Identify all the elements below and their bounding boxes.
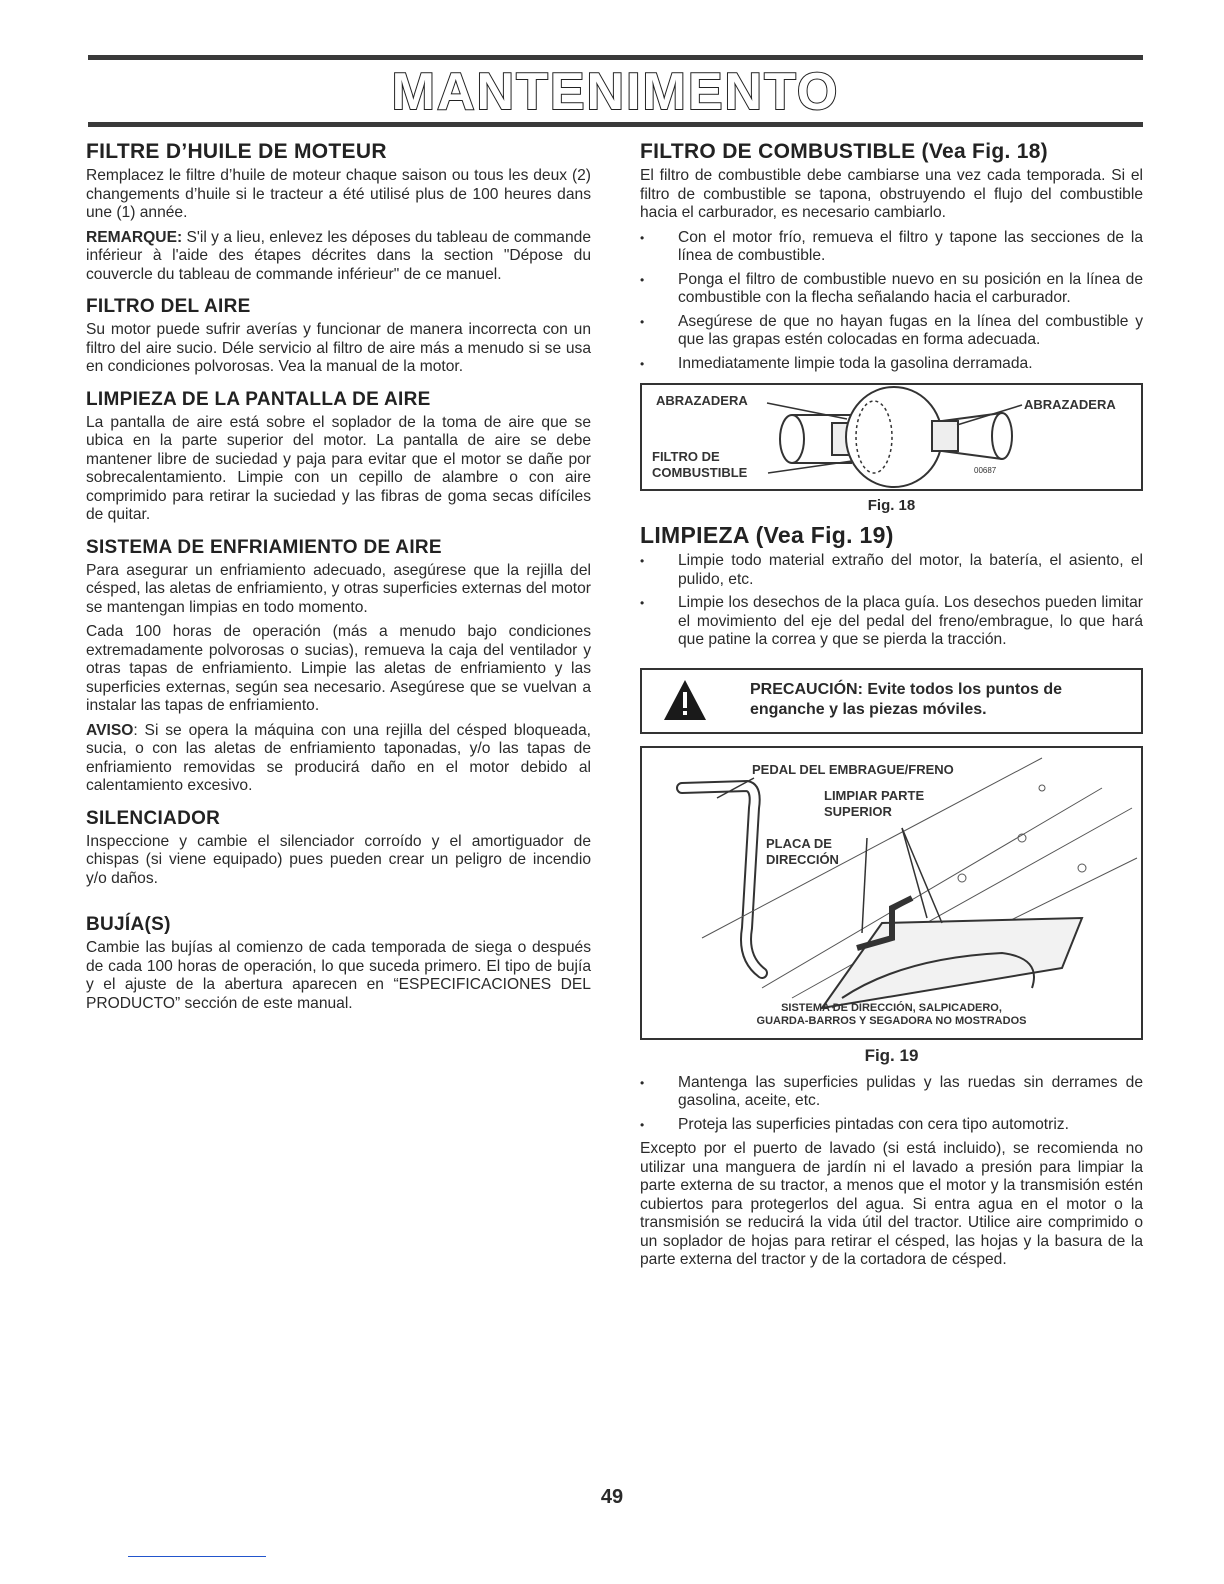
paragraph: Cada 100 horas de operación (más a menudo bajo condiciones extremadamente polvorosas o sucias), remueva la caja del ventilador y otras tapas de enfriamiento. Limpie las aletas de enfriamiento y las superficies externas, según sea necesario. Asegúrese que se vuelvan a instalar las tapas de enfriamiento. (86, 623, 591, 714)
section-heading-air-screen: LIMPIEZA DE LA PANTALLA DE AIRE (86, 388, 431, 410)
figure-19-caption: Fig. 19 (864, 1045, 919, 1065)
figure-18 (640, 383, 1143, 491)
right-column (640, 140, 1143, 1276)
paragraph: Remplacez le filtre d’huile de moteur chaque saison ou tous les deux (2) changements d’huile si le tracteur a été utilisé plus de 100 heures dans une (1) année. (86, 167, 591, 221)
label-plate-line1: PLACA DE (766, 835, 832, 851)
section-heading-cooling: SISTEMA DE ENFRIAMIENTO DE AIRE (86, 536, 442, 558)
list-item: • Proteja las superficies pintadas con cera tipo automotriz. (640, 1116, 1143, 1135)
label-filter-line1: FILTRO DE (652, 449, 720, 464)
left-column (86, 140, 591, 1019)
page-number: 49 (600, 1486, 624, 1508)
corner-mark (128, 1556, 266, 1557)
footer-line1: SISTEMA DE DIRECCIÓN, SALPICADERO, (781, 1001, 1002, 1014)
label-filter-line2: COMBUSTIBLE (652, 465, 748, 480)
list-item: • Asegúrese de que no hayan fugas en la línea del combustible y que las grapas estén colocadas en forma adecuada. (640, 313, 1143, 350)
section-heading-fuel-filter: FILTRO DE COMBUSTIBLE (Vea Fig. 18) (640, 140, 1048, 163)
caution-box (640, 668, 1143, 734)
paragraph: El filtro de combustible debe cambiarse una vez cada temporada. Si el filtro de combustible se tapona, obstruyendo el flujo del combustible hacia el carburador, es necesario cambiarlo. (640, 167, 1143, 221)
note-text: S'il y a lieu, enlevez les déposes du tableau de commande inférieur à l'aide des étapes décrites dans la section "Dépose du couvercle du tableau de commande inférieur" de ce manuel. (86, 228, 591, 283)
section-heading-air-filter: FILTRO DEL AIRE (86, 296, 251, 317)
section-heading-oil-filter: FILTRE D’HUILE DE MOTEUR (86, 140, 387, 163)
figure-19-footer (642, 1002, 1141, 1028)
note-paragraph (86, 229, 591, 285)
section-heading-muffler: SILENCIADOR (86, 807, 221, 829)
bullet-list-surfaces (640, 1074, 1143, 1135)
paragraph: Su motor puede sufrir averías y funcionar de manera incorrecta con un filtro del aire sucio. Déle servicio al filtro de aire más a menudo si se usa en condiciones polvorosas. Vea la manual de la motor. (86, 321, 591, 375)
list-item: • Mantenga las superficies pulidas y las ruedas sin derrames de gasolina, aceite, etc. (640, 1074, 1143, 1111)
list-item: • Con el motor frío, remueva el filtro y tapone las secciones de la línea de combustible. (640, 229, 1143, 266)
header-rule-bottom (88, 122, 1143, 127)
section-heading-cleaning: LIMPIEZA (Vea Fig. 19) (640, 522, 894, 548)
label-clean-line1: LIMPIAR PARTE (824, 787, 925, 803)
section-heading-spark-plugs: BUJÍA(S) (86, 914, 171, 935)
paragraph: Cambie las bujías al comienzo de cada temporada de siega o después de cada 100 horas de operación, lo que suceda primero. El tipo de bujía y el ajuste de la abertura aparecen en “ESPECIFICACIONES DEL PRODUCTO” sección de este manual. (86, 939, 591, 1012)
paragraph: Para asegurar un enfriamiento adecuado, asegúrese que la rejilla del césped, las aletas de enfriamiento, y otras superficies externas del motor se mantengan limpias en todo momento. (86, 561, 591, 616)
label-plate-line2: DIRECCIÓN (766, 851, 839, 867)
list-item: • Ponga el filtro de combustible nuevo en su posición en la línea de combustible con la flecha señalando hacia el carburador. (640, 271, 1143, 308)
warning-icon (662, 678, 708, 722)
notice-text: : Si se opera la máquina con una rejilla del césped bloqueada, sucia, o con las aletas de enfriamiento taponadas, y/o las tapas de enfriamiento removidas se producirá daño en el motor debido al calentamiento excesivo. (86, 721, 591, 794)
label-clamp-right: ABRAZADERA (1024, 397, 1116, 412)
list-item: • Limpie los desechos de la placa guía. Los desechos pueden limitar el movimiento del eje del pedal del freno/embrague, lo que hará que patine la correa y que se pierda la tracción. (640, 594, 1143, 650)
page-title: MANTENIMENTO (391, 63, 840, 121)
label-clean-line2: SUPERIOR (824, 803, 892, 819)
label-pedal: PEDAL DEL EMBRAGUE/FRENO (752, 761, 954, 777)
caution-line1: PRECAUCIÓN: Evite todos los puntos de (750, 680, 1063, 698)
note-lead: REMARQUE: (86, 228, 183, 246)
paragraph: La pantalla de aire está sobre el soplador de la toma de aire que se ubica en la parte superior del motor. La pantalla de aire se debe mantener libre de suciedad y paja para evitar que el motor se dañe por sobrecalentamiento. Limpie con un cepillo de alambre o con aire comprimido para retirar la suciedad y las fibras de goma secas difíciles de quitar. (86, 413, 591, 523)
notice-lead: AVISO (86, 721, 134, 739)
paragraph: Inspeccione y cambie el silenciador corroído y el amortiguador de chispas (si viene equipado) pues pueden crear un peligro de incendio y/o daños. (86, 832, 591, 887)
footer-line2: GUARDA-BARROS Y SEGADORA NO MOSTRADOS (756, 1014, 1027, 1027)
caution-line2: enganche y las piezas móviles. (750, 700, 987, 718)
bullet-list-cleaning (640, 552, 1143, 650)
list-item: • Limpie todo material extraño del motor, la batería, el asiento, el pulido, etc. (640, 552, 1143, 589)
figure-18-caption: Fig. 18 (867, 497, 916, 514)
header-rule-top (88, 55, 1143, 60)
bullet-list-fuel-filter (640, 229, 1143, 374)
list-item: • Inmediatamente limpie toda la gasolina derramada. (640, 355, 1143, 374)
caution-text (750, 680, 1062, 720)
notice-paragraph (86, 722, 591, 796)
part-code: 00687 (974, 466, 997, 475)
figure-19 (640, 746, 1143, 1040)
paragraph: Excepto por el puerto de lavado (si está incluido), se recomienda no utilizar una manguera de jardín ni el lavado a presión para limpiar la parte externa de su tractor, a menos que el motor y la transmisión estén cubiertos para protegerlos del agua. Si entra agua en el motor o la transmisión se reducirá la vida útil del tractor. Utilice aire comprimido o un soplador de hojas para retirar el césped, las hojas y la basura de la parte externa del tractor y de la cortadora de césped. (640, 1140, 1143, 1268)
label-clamp-left: ABRAZADERA (656, 393, 748, 408)
